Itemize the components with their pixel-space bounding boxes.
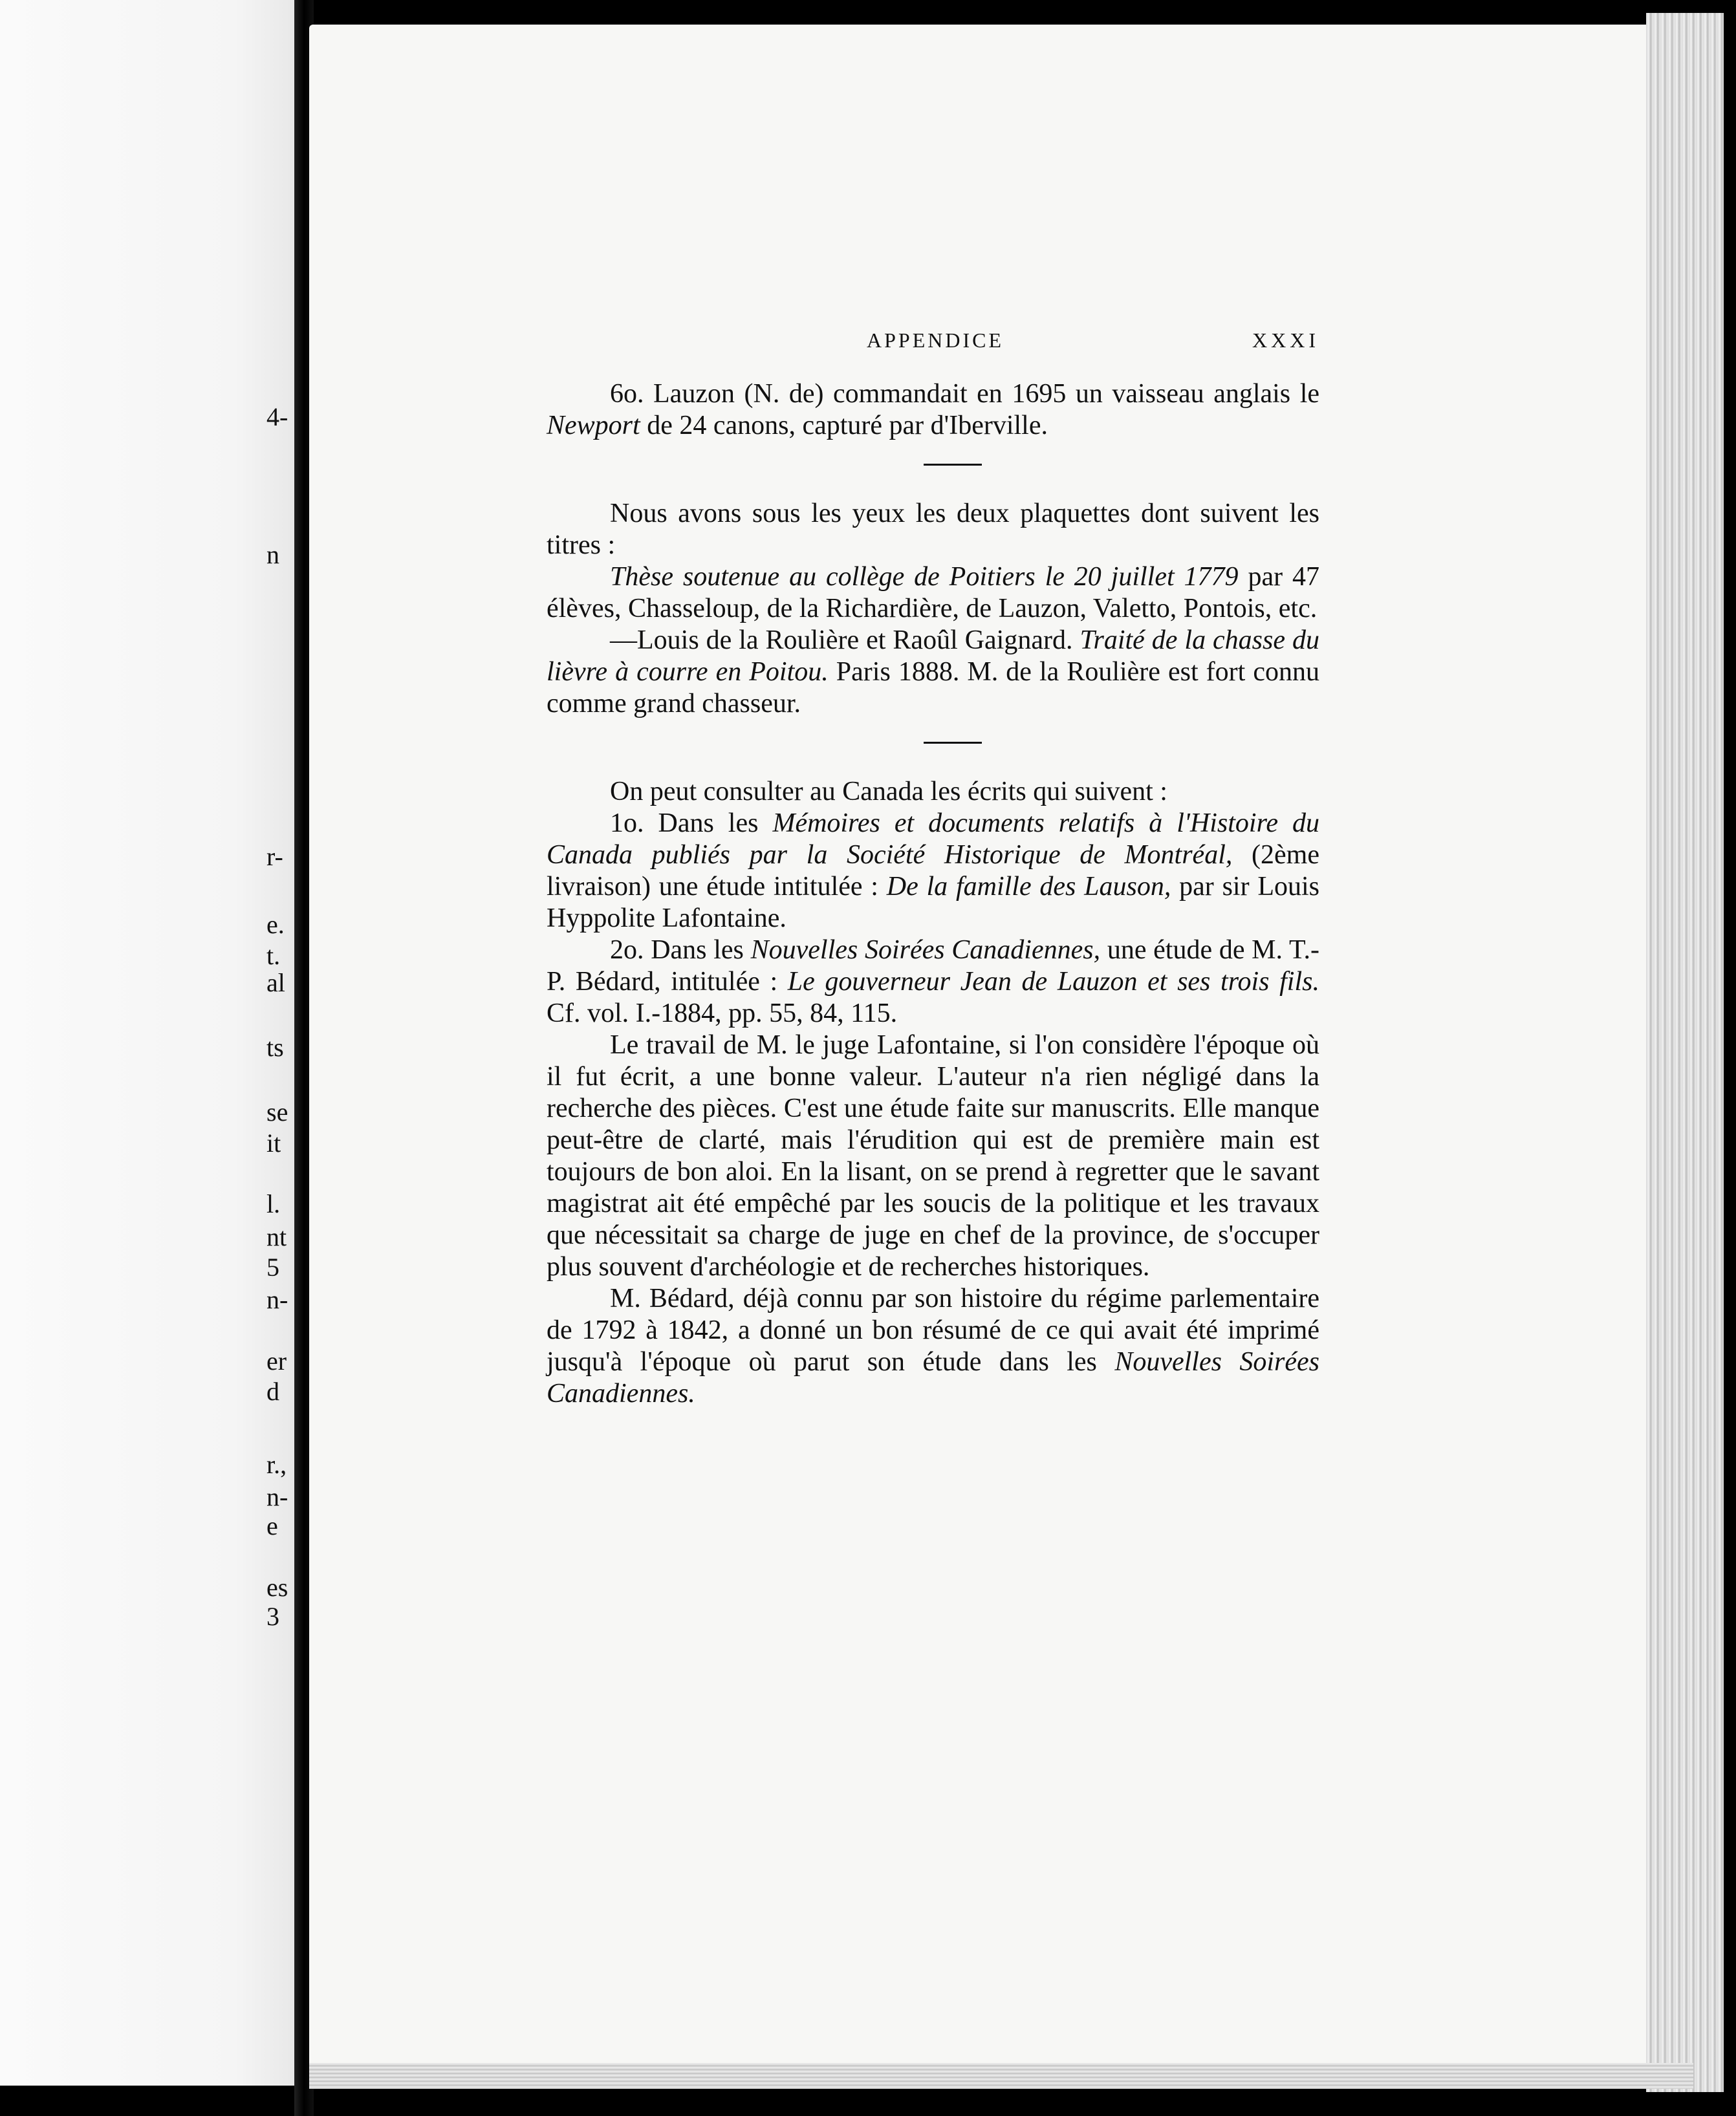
text-span: 1o. Dans les	[610, 808, 773, 838]
italic-title: Nouvelles Soirées Canadiennes,	[750, 935, 1101, 965]
text-span: une étude de M. T.-P. Bédard, intitulée :	[547, 935, 1319, 997]
page-number: XXXI	[1252, 329, 1319, 352]
paragraph	[547, 934, 1319, 1030]
left-page	[0, 0, 294, 2086]
margin-fragment: nt	[266, 1222, 287, 1251]
italic-title: Le gouverneur Jean de Lauzon et ses trois fils.	[787, 967, 1319, 997]
margin-fragment: 4-	[266, 402, 288, 431]
italic-title: De la famille des Lauson,	[886, 872, 1171, 901]
section-rule	[924, 464, 982, 466]
margin-fragment: es	[266, 1573, 288, 1602]
text-span: 2o. Dans les	[610, 935, 751, 965]
text-span: —Louis de la Roulière et Raoûl Gaignard.	[610, 625, 1080, 655]
running-head-title: APPENDICE	[867, 329, 1004, 352]
paragraph: Le travail de M. le juge Lafontaine, si l'on considère l'époque où il fut écrit, a une bonne valeur. L'auteur n'a rien négligé dans la recherche des pièces. C'est une étude faite sur manuscrits. Elle manque peut-être de clarté, mais l'érudition qui est de première main est toujours de bon aloi. En la lisant, on se prend à regretter que le savant magistrat ait été empêché par les soucis de la politique et les travaux que nécessitait sa charge de juge en chef de la province, de s'occuper plus souvent d'archéologie et de recherches historiques.	[547, 1030, 1319, 1282]
margin-fragment: l.	[266, 1189, 281, 1218]
italic-title: Nouvelles Soirées Canadiennes.	[547, 1347, 1319, 1409]
italic-title: Thèse soutenue au collège de Poitiers le 20 juillet 1779	[610, 562, 1239, 592]
text-span: Paris 1888. M. de la Roulière est fort connu comme grand chasseur.	[547, 657, 1319, 718]
running-head	[547, 323, 1319, 362]
margin-fragment: d	[266, 1377, 279, 1406]
paragraph: Nous avons sous les yeux les deux plaquettes dont suivent les titres :	[547, 499, 1319, 560]
text-span: (2ème livraison) une étude intitulée :	[547, 840, 1319, 901]
text-span: Cf. vol. I.-1884, pp. 55, 84, 115.	[547, 999, 898, 1028]
margin-fragment: e.	[266, 910, 285, 939]
body-text	[547, 378, 1319, 1410]
margin-fragment: se	[266, 1097, 288, 1127]
margin-fragment: n	[266, 540, 279, 569]
text-span: M. Bédard, déjà connu par son histoire du régime parlementaire de 1792 à 1842, a donné un bon résumé de ce qui avait été imprimé jusqu'à l'époque où parut son étude dans les	[547, 1284, 1319, 1377]
text-span: de 24 canons, capturé par d'Iberville.	[640, 411, 1048, 440]
italic-title: Traité de la chasse du lièvre à courre en Poitou.	[547, 625, 1319, 687]
margin-fragment: al	[266, 968, 285, 997]
margin-fragment: n-	[266, 1285, 288, 1314]
text-span: par 47 élèves, Chasseloup, de la Richardière, de Lauzon, Valetto, Pontois, etc.	[547, 562, 1319, 623]
margin-fragment: 3	[266, 1602, 279, 1631]
paragraph	[547, 808, 1319, 934]
paragraph	[547, 625, 1319, 720]
margin-fragment: r-	[266, 842, 283, 871]
margin-fragment: t.	[266, 941, 281, 970]
paragraph	[547, 561, 1319, 625]
paragraph	[547, 378, 1319, 442]
text-span: 6o. Lauzon (N. de) commandait en 1695 un vaisseau anglais le	[610, 379, 1319, 409]
text-span: par sir Louis Hyppolite Lafontaine.	[547, 872, 1320, 933]
margin-fragment: r.,	[266, 1450, 287, 1479]
italic-title: Newport	[547, 411, 640, 440]
margin-fragment: er	[266, 1346, 287, 1376]
margin-fragment: n-	[266, 1482, 288, 1511]
bottom-page-edge	[309, 2063, 1693, 2089]
paragraph: On peut consulter au Canada les écrits qui suivent :	[610, 777, 1167, 806]
margin-fragment: 5	[266, 1253, 279, 1282]
margin-fragment: it	[266, 1128, 281, 1158]
section-rule	[924, 742, 982, 744]
page-edges	[1646, 13, 1724, 2092]
paragraph	[547, 1283, 1319, 1410]
margin-fragment: e	[266, 1511, 278, 1540]
margin-fragment: ts	[266, 1033, 284, 1062]
italic-title: Mémoires et documents relatifs à l'Histoire du Canada publiés par la Société Historique de Montréal,	[547, 808, 1319, 870]
